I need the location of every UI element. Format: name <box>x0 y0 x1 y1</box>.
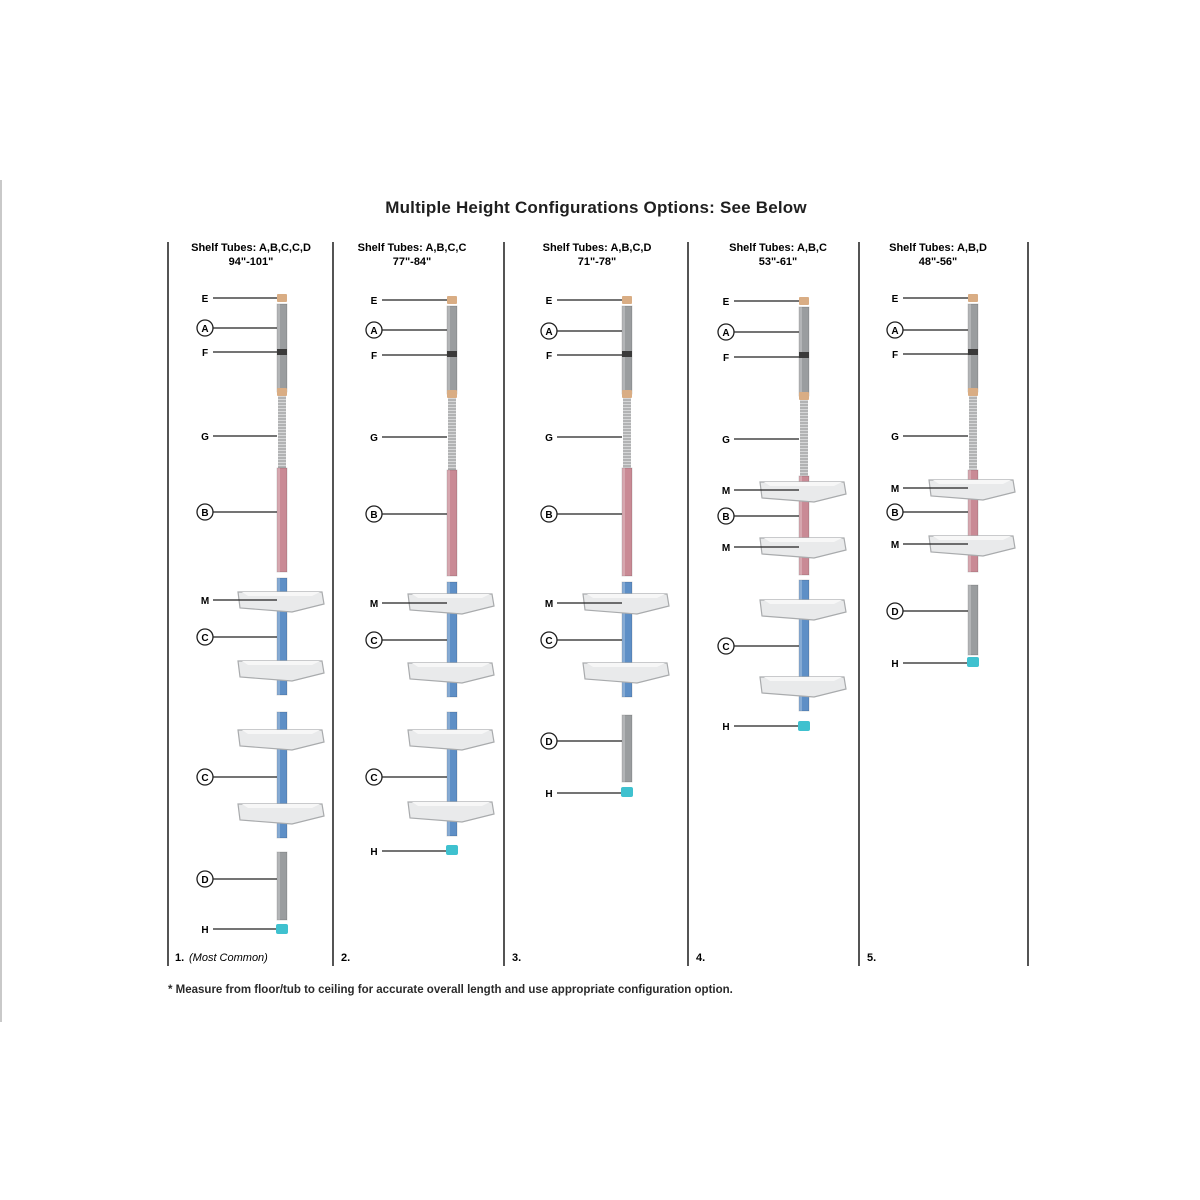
tube-a-highlight <box>799 307 802 396</box>
shelf-rim <box>764 482 842 486</box>
config-note: (Most Common) <box>189 952 268 964</box>
config-height: 77"-84" <box>392 256 432 268</box>
part-label: M <box>721 486 731 497</box>
part-label: G <box>201 432 209 443</box>
shelf-rim <box>242 661 320 665</box>
foot-h <box>276 924 288 934</box>
end-cap-e <box>277 294 287 302</box>
config-number: 4. <box>696 952 706 964</box>
part-label: G <box>545 433 553 444</box>
part-label: M <box>200 596 210 607</box>
config-tubes-label: Shelf Tubes: A,B,C,D <box>542 242 652 254</box>
tube-b-highlight <box>447 470 450 576</box>
foot-h <box>621 787 633 797</box>
config-column-1 <box>175 242 324 964</box>
config-height: 48"-56" <box>918 256 958 268</box>
config-number: 5. <box>867 952 877 964</box>
tube-a-highlight <box>277 304 280 392</box>
shelf-rim <box>412 594 490 598</box>
part-label: C <box>722 642 730 653</box>
spring-cap <box>622 390 632 398</box>
config-number: 1. <box>175 952 185 964</box>
part-label: A <box>545 327 553 338</box>
part-label: B <box>201 508 209 519</box>
end-cap-e <box>622 296 632 304</box>
tube-d-highlight <box>277 852 280 920</box>
part-label: M <box>890 484 900 495</box>
shelf-rim <box>587 594 665 598</box>
config-column-2 <box>341 242 494 964</box>
spring-cap <box>277 388 287 396</box>
connector-f <box>968 349 978 355</box>
part-label: F <box>370 351 378 362</box>
part-label: B <box>891 508 899 519</box>
part-label: H <box>201 925 209 936</box>
shelf-rim <box>764 677 842 681</box>
part-label: M <box>721 543 731 554</box>
end-cap-e <box>968 294 978 302</box>
config-height: 94"-101" <box>228 256 274 268</box>
part-label: C <box>201 773 209 784</box>
config-column-4 <box>696 242 846 964</box>
spring-cap <box>968 388 978 396</box>
part-label: A <box>201 324 209 335</box>
part-label: H <box>545 789 553 800</box>
part-label: H <box>370 847 378 858</box>
shelf-rim <box>412 730 490 734</box>
part-label: B <box>722 512 730 523</box>
part-label: G <box>891 432 899 443</box>
config-number: 2. <box>341 952 351 964</box>
connector-f <box>277 349 287 355</box>
part-label: C <box>545 636 553 647</box>
part-label: D <box>201 875 209 886</box>
foot-h <box>967 657 979 667</box>
part-label: F <box>545 351 553 362</box>
part-label: F <box>722 353 730 364</box>
config-column-5 <box>867 242 1015 964</box>
foot-h <box>798 721 810 731</box>
shelf-rim <box>412 802 490 806</box>
config-height: 53"-61" <box>758 256 798 268</box>
foot-h <box>446 845 458 855</box>
part-label: B <box>370 510 378 521</box>
part-label: D <box>891 607 899 618</box>
part-label: A <box>722 328 730 339</box>
part-label: F <box>891 350 899 361</box>
spring-cap <box>799 392 809 400</box>
spring-cap <box>447 390 457 398</box>
part-label: M <box>369 599 379 610</box>
tube-b-highlight <box>277 468 280 572</box>
config-tubes-label: Shelf Tubes: A,B,D <box>889 242 987 254</box>
config-tubes-label: Shelf Tubes: A,B,C,C,D <box>191 242 311 254</box>
part-label: M <box>544 599 554 610</box>
part-label: D <box>545 737 553 748</box>
tube-a-highlight <box>968 304 971 392</box>
shelf-rim <box>764 600 842 604</box>
tube-d-highlight <box>968 585 971 655</box>
shelf-rim <box>242 804 320 808</box>
part-label: M <box>890 540 900 551</box>
part-label: A <box>370 326 378 337</box>
footnote: * Measure from floor/tub to ceiling for accurate overall length and use appropriate configuration option. <box>168 984 733 996</box>
shelf-rim <box>933 536 1011 540</box>
part-label: E <box>722 297 730 308</box>
shelf-rim <box>933 480 1011 484</box>
part-label: C <box>201 633 209 644</box>
part-label: E <box>891 294 899 305</box>
config-tubes-label: Shelf Tubes: A,B,C,C <box>357 242 467 254</box>
part-label: H <box>891 659 899 670</box>
part-label: A <box>891 326 899 337</box>
tube-b-highlight <box>622 468 625 576</box>
part-label: C <box>370 636 378 647</box>
part-label: H <box>722 722 730 733</box>
part-label: E <box>201 294 209 305</box>
config-number: 3. <box>512 952 522 964</box>
tube-a-highlight <box>447 306 450 394</box>
part-label: B <box>545 510 553 521</box>
connector-f <box>799 352 809 358</box>
part-label: G <box>722 435 730 446</box>
end-cap-e <box>447 296 457 304</box>
part-label: F <box>201 348 209 359</box>
part-label: C <box>370 773 378 784</box>
part-label: G <box>370 433 378 444</box>
tube-d-highlight <box>622 715 625 782</box>
config-height: 71"-78" <box>577 256 617 268</box>
config-column-3 <box>512 242 669 964</box>
part-label: E <box>545 296 553 307</box>
config-tubes-label: Shelf Tubes: A,B,C <box>729 242 827 254</box>
part-label: E <box>370 296 378 307</box>
page-title: Multiple Height Configurations Options: See Below <box>385 198 807 217</box>
shelf-rim <box>412 663 490 667</box>
shelf-rim <box>764 538 842 542</box>
connector-f <box>622 351 632 357</box>
shelf-rim <box>242 730 320 734</box>
shelf-rim <box>587 663 665 667</box>
end-cap-e <box>799 297 809 305</box>
tube-a-highlight <box>622 306 625 394</box>
shelf-rim <box>242 592 320 596</box>
connector-f <box>447 351 457 357</box>
